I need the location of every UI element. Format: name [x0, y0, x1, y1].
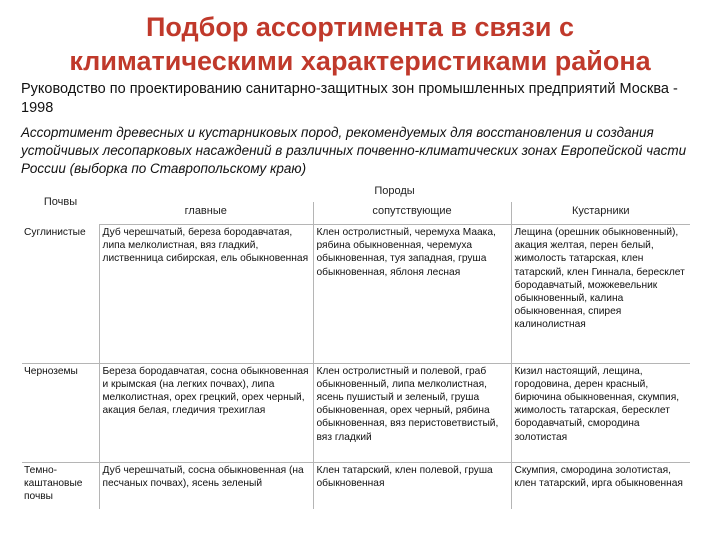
slide-title-line-2: климатическими характеристиками района — [69, 46, 651, 76]
header-associated: сопутствующие — [313, 202, 511, 225]
associated-species-cell: Клен остролистный, черемуха Маака, рябина обыкновенная, черемуха обыкновенная, туя западная, груша обыкновенная, яблоня лесная — [313, 225, 511, 364]
shrubs-cell: Кизил настоящий, лещина, городовина, дерен красный, бирючина обыкновенная, скумпия, жимолость татарская, бересклет бородавчатый, смородина золотистая — [511, 363, 690, 462]
table-description: Ассортимент древесных и кустарниковых пород, рекомендуемых для восстановления и создания устойчивых лесопарковых насаждений в различных почвенно-климатических зонах Европейской части России (выборка по Ставропольскому краю) — [21, 125, 687, 176]
shrubs-cell: Лещина (орешник обыкновенный), акация желтая, перен белый, жимолость татарская, клен татарский, клен Гиннала, бересклет бородавчатый, можжевельник обыкновенный, калина обыкновенная, спирея калинолистная — [511, 225, 690, 364]
slide-title — [0, 8, 720, 84]
main-species-cell: Дуб черешчатый, сосна обыкновенная (на песчаных почвах), ясень зеленый — [99, 462, 313, 509]
soil-cell: Суглинистые — [22, 225, 99, 364]
main-species-cell: Береза бородавчатая, сосна обыкновенная и крымская (на легких почвах), липа мелколистная, орех грецкий, орех черный, акация белая, гледичия трехиглая — [99, 363, 313, 462]
table-row — [22, 363, 690, 462]
header-species: Породы — [374, 185, 415, 197]
table-row — [22, 462, 690, 509]
slide-title-line-1: Подбор ассортимента в связи с — [145, 12, 575, 42]
table-row — [22, 225, 690, 364]
header-main: главные — [99, 202, 313, 225]
header-soils: Почвы — [43, 196, 78, 208]
source-reference: Руководство по проектированию санитарно-защитных зон промышленных предприятий Москва - 1998 — [21, 81, 678, 116]
soil-cell: Темно-каштановые почвы — [24, 464, 83, 502]
associated-species-cell: Клен татарский, клен полевой, груша обыкновенная — [313, 462, 511, 509]
assortment-table — [22, 184, 690, 509]
soil-cell: Черноземы — [22, 363, 99, 462]
header-shrubs: Кустарники — [511, 202, 690, 225]
associated-species-cell: Клен остролистный и полевой, граб обыкновенный, липа мелколистная, ясень пушистый и зеленый, груша обыкновенная, орех черный, рябина обыкновенная, вяз перистоветвистый, вяз гладкий — [313, 363, 511, 462]
shrubs-cell: Скумпия, смородина золотистая, клен татарский, ирга обыкновенная — [511, 462, 690, 509]
main-species-cell: Дуб черешчатый, береза бородавчатая, липа мелколистная, вяз гладкий, лиственница сибирская, ель обыкновенная — [99, 225, 313, 364]
